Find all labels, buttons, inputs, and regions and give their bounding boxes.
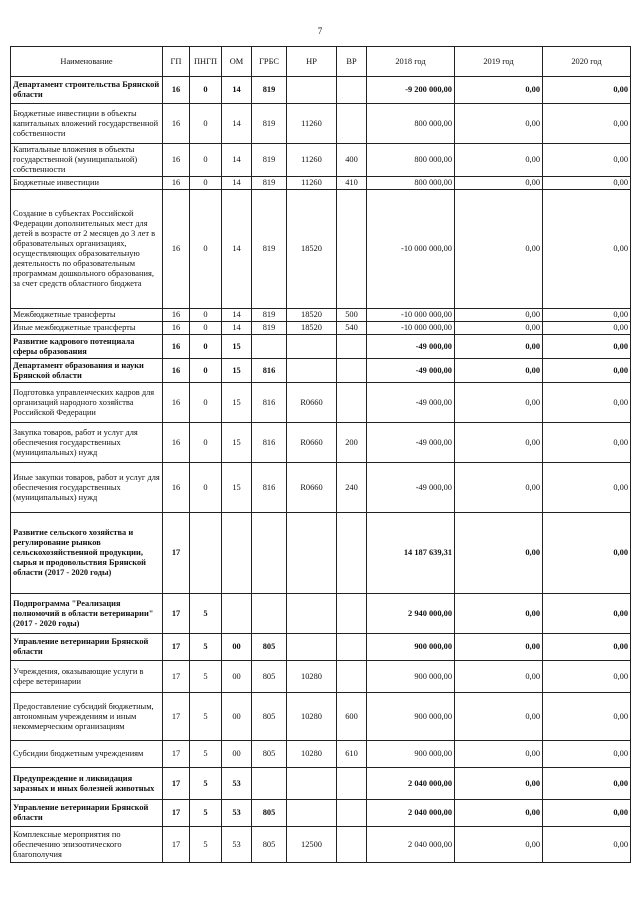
row-2019: 0,00 [455, 383, 543, 423]
row-name: Субсидии бюджетным учреждениям [11, 741, 163, 768]
row-gp: 16 [163, 77, 190, 104]
row-om: 00 [222, 693, 252, 741]
row-om [222, 594, 252, 634]
header-row [11, 47, 631, 77]
row-pngp: 0 [190, 309, 222, 322]
row-name: Предоставление субсидий бюджетным, автономным учреждениям и иным некоммерческим организациям [11, 693, 163, 741]
table-row [11, 190, 631, 309]
row-2019: 0,00 [455, 322, 543, 335]
row-2018: -49 000,00 [367, 463, 455, 513]
row-nr [287, 77, 337, 104]
row-2019: 0,00 [455, 768, 543, 800]
row-name: Управление ветеринарии Брянской области [11, 634, 163, 661]
row-pngp: 0 [190, 423, 222, 463]
header-nr: НР [287, 47, 337, 77]
row-pngp: 0 [190, 383, 222, 423]
header-gp: ГП [163, 47, 190, 77]
row-vr [337, 827, 367, 863]
row-gp: 16 [163, 359, 190, 383]
row-grbs: 819 [252, 309, 287, 322]
row-2020: 0,00 [543, 359, 631, 383]
row-om: 15 [222, 423, 252, 463]
row-om: 00 [222, 741, 252, 768]
row-gp: 17 [163, 661, 190, 693]
row-gp: 16 [163, 383, 190, 423]
row-gp: 16 [163, 309, 190, 322]
row-pngp: 5 [190, 594, 222, 634]
row-name: Учреждения, оказывающие услуги в сфере ветеринарии [11, 661, 163, 693]
table-row [11, 768, 631, 800]
row-pngp [190, 513, 222, 594]
row-vr: 600 [337, 693, 367, 741]
row-nr [287, 634, 337, 661]
row-2020: 0,00 [543, 190, 631, 309]
row-gp: 16 [163, 423, 190, 463]
row-2018: 900 000,00 [367, 741, 455, 768]
row-vr [337, 513, 367, 594]
row-om: 53 [222, 827, 252, 863]
row-nr [287, 513, 337, 594]
row-pngp: 0 [190, 77, 222, 104]
row-om: 14 [222, 322, 252, 335]
row-vr [337, 768, 367, 800]
row-2020: 0,00 [543, 77, 631, 104]
page-number: 7 [317, 26, 323, 36]
row-name: Департамент строительства Брянской области [11, 77, 163, 104]
header-om: ОМ [222, 47, 252, 77]
row-gp: 17 [163, 827, 190, 863]
table-row [11, 144, 631, 177]
row-2018: 2 040 000,00 [367, 768, 455, 800]
table-row [11, 827, 631, 863]
row-vr [337, 383, 367, 423]
row-2019: 0,00 [455, 335, 543, 359]
row-nr: R0660 [287, 463, 337, 513]
table-row [11, 423, 631, 463]
row-gp: 17 [163, 634, 190, 661]
row-2018: 800 000,00 [367, 144, 455, 177]
row-pngp: 0 [190, 144, 222, 177]
row-name: Управление ветеринарии Брянской области [11, 800, 163, 827]
row-gp: 17 [163, 594, 190, 634]
row-2018: 800 000,00 [367, 177, 455, 190]
row-2020: 0,00 [543, 335, 631, 359]
row-nr [287, 359, 337, 383]
row-om: 15 [222, 335, 252, 359]
row-gp: 17 [163, 741, 190, 768]
row-gp: 16 [163, 322, 190, 335]
table-row [11, 800, 631, 827]
row-pngp: 0 [190, 335, 222, 359]
row-gp: 16 [163, 335, 190, 359]
row-grbs: 816 [252, 423, 287, 463]
row-2020: 0,00 [543, 423, 631, 463]
table-row [11, 693, 631, 741]
row-vr: 610 [337, 741, 367, 768]
row-gp: 16 [163, 104, 190, 144]
row-pngp: 5 [190, 800, 222, 827]
row-grbs: 816 [252, 383, 287, 423]
row-om: 15 [222, 359, 252, 383]
row-pngp: 5 [190, 768, 222, 800]
row-pngp: 5 [190, 634, 222, 661]
row-name: Подпрограмма "Реализация полномочий в области ветеринарии" (2017 - 2020 годы) [11, 594, 163, 634]
row-grbs: 805 [252, 800, 287, 827]
row-2018: 2 940 000,00 [367, 594, 455, 634]
row-vr: 240 [337, 463, 367, 513]
row-name: Подготовка управленческих кадров для организаций народного хозяйства Российской Федерации [11, 383, 163, 423]
row-2020: 0,00 [543, 800, 631, 827]
row-2018: -49 000,00 [367, 359, 455, 383]
row-grbs: 805 [252, 634, 287, 661]
table-row [11, 594, 631, 634]
row-2019: 0,00 [455, 513, 543, 594]
row-2019: 0,00 [455, 594, 543, 634]
row-2018: 14 187 639,31 [367, 513, 455, 594]
row-2019: 0,00 [455, 741, 543, 768]
row-name: Межбюджетные трансферты [11, 309, 163, 322]
row-pngp: 0 [190, 177, 222, 190]
row-2018: 900 000,00 [367, 634, 455, 661]
row-grbs: 805 [252, 827, 287, 863]
row-2019: 0,00 [455, 800, 543, 827]
row-om [222, 513, 252, 594]
row-2020: 0,00 [543, 104, 631, 144]
row-pngp: 5 [190, 741, 222, 768]
row-grbs: 819 [252, 322, 287, 335]
row-2020: 0,00 [543, 634, 631, 661]
table-row [11, 741, 631, 768]
row-vr: 540 [337, 322, 367, 335]
table-row [11, 177, 631, 190]
header-2018: 2018 год [367, 47, 455, 77]
row-om: 00 [222, 661, 252, 693]
row-pngp: 5 [190, 661, 222, 693]
row-om: 14 [222, 104, 252, 144]
row-om: 15 [222, 463, 252, 513]
row-2018: 900 000,00 [367, 693, 455, 741]
row-om: 14 [222, 190, 252, 309]
row-vr [337, 104, 367, 144]
row-nr: 18520 [287, 309, 337, 322]
row-name: Закупка товаров, работ и услуг для обеспечения государственных (муниципальных) нужд [11, 423, 163, 463]
row-vr [337, 594, 367, 634]
row-2018: 800 000,00 [367, 104, 455, 144]
table-row [11, 77, 631, 104]
row-2018: -49 000,00 [367, 423, 455, 463]
row-2019: 0,00 [455, 634, 543, 661]
row-name: Развитие сельского хозяйства и регулирование рынков сельскохозяйственной продукции, сырья и продовольствия Брянской области (2017 - 2020 годы) [11, 513, 163, 594]
row-nr: R0660 [287, 383, 337, 423]
row-vr [337, 190, 367, 309]
row-2018: -9 200 000,00 [367, 77, 455, 104]
row-grbs: 819 [252, 190, 287, 309]
row-nr [287, 335, 337, 359]
row-pngp: 0 [190, 322, 222, 335]
row-grbs [252, 768, 287, 800]
row-om: 14 [222, 144, 252, 177]
row-2018: -10 000 000,00 [367, 190, 455, 309]
row-vr: 200 [337, 423, 367, 463]
row-grbs: 819 [252, 77, 287, 104]
row-grbs [252, 335, 287, 359]
row-nr: 18520 [287, 190, 337, 309]
row-vr [337, 359, 367, 383]
row-pngp: 5 [190, 827, 222, 863]
row-2019: 0,00 [455, 190, 543, 309]
row-nr: 10280 [287, 661, 337, 693]
row-2019: 0,00 [455, 144, 543, 177]
row-2019: 0,00 [455, 827, 543, 863]
row-2018: 900 000,00 [367, 661, 455, 693]
row-nr [287, 800, 337, 827]
row-om: 53 [222, 800, 252, 827]
row-name: Департамент образования и науки Брянской области [11, 359, 163, 383]
row-2018: -10 000 000,00 [367, 309, 455, 322]
row-2020: 0,00 [543, 463, 631, 513]
row-nr: 10280 [287, 741, 337, 768]
row-gp: 17 [163, 513, 190, 594]
row-2020: 0,00 [543, 741, 631, 768]
row-om: 15 [222, 383, 252, 423]
table-row [11, 383, 631, 423]
row-2018: 2 040 000,00 [367, 800, 455, 827]
row-grbs: 805 [252, 741, 287, 768]
row-pngp: 0 [190, 463, 222, 513]
row-nr [287, 594, 337, 634]
row-grbs: 819 [252, 144, 287, 177]
row-2020: 0,00 [543, 594, 631, 634]
table-row [11, 634, 631, 661]
row-name: Бюджетные инвестиции [11, 177, 163, 190]
row-name: Бюджетные инвестиции в объекты капитальных вложений государственной собственности [11, 104, 163, 144]
row-vr: 410 [337, 177, 367, 190]
row-pngp: 0 [190, 104, 222, 144]
row-grbs [252, 594, 287, 634]
table-row [11, 463, 631, 513]
table-row [11, 309, 631, 322]
row-grbs: 805 [252, 661, 287, 693]
row-2020: 0,00 [543, 322, 631, 335]
row-grbs: 816 [252, 463, 287, 513]
row-2019: 0,00 [455, 463, 543, 513]
row-nr: 10280 [287, 693, 337, 741]
row-grbs: 819 [252, 177, 287, 190]
row-2019: 0,00 [455, 104, 543, 144]
row-name: Иные закупки товаров, работ и услуг для обеспечения государственных (муниципальных) нужд [11, 463, 163, 513]
table-row [11, 335, 631, 359]
row-vr [337, 800, 367, 827]
row-2019: 0,00 [455, 661, 543, 693]
table-row [11, 104, 631, 144]
row-om: 14 [222, 77, 252, 104]
row-pngp: 0 [190, 190, 222, 309]
row-pngp: 5 [190, 693, 222, 741]
row-2020: 0,00 [543, 827, 631, 863]
row-vr [337, 77, 367, 104]
row-vr [337, 335, 367, 359]
row-vr [337, 661, 367, 693]
table-row [11, 322, 631, 335]
row-name: Комплексные мероприятия по обеспечению эпизоотического благополучия [11, 827, 163, 863]
row-om: 00 [222, 634, 252, 661]
header-grbs: ГРБС [252, 47, 287, 77]
row-nr: 11260 [287, 104, 337, 144]
row-2020: 0,00 [543, 177, 631, 190]
row-2018: 2 040 000,00 [367, 827, 455, 863]
row-om: 14 [222, 177, 252, 190]
row-gp: 16 [163, 463, 190, 513]
row-nr: 18520 [287, 322, 337, 335]
table-row [11, 513, 631, 594]
row-om: 14 [222, 309, 252, 322]
budget-table [10, 46, 631, 863]
row-2018: -10 000 000,00 [367, 322, 455, 335]
table-row [11, 661, 631, 693]
row-name: Капитальные вложения в объекты государственной (муниципальной) собственности [11, 144, 163, 177]
row-grbs [252, 513, 287, 594]
row-nr: 12500 [287, 827, 337, 863]
row-nr: 11260 [287, 177, 337, 190]
row-name: Развитие кадрового потенциала сферы образования [11, 335, 163, 359]
row-2018: -49 000,00 [367, 383, 455, 423]
row-vr: 500 [337, 309, 367, 322]
row-2019: 0,00 [455, 423, 543, 463]
row-pngp: 0 [190, 359, 222, 383]
table-row [11, 359, 631, 383]
row-2019: 0,00 [455, 309, 543, 322]
row-gp: 16 [163, 190, 190, 309]
row-name: Иные межбюджетные трансферты [11, 322, 163, 335]
row-grbs: 816 [252, 359, 287, 383]
row-2020: 0,00 [543, 693, 631, 741]
row-grbs: 819 [252, 104, 287, 144]
row-2020: 0,00 [543, 383, 631, 423]
header-vr: ВР [337, 47, 367, 77]
row-om: 53 [222, 768, 252, 800]
row-2019: 0,00 [455, 359, 543, 383]
row-gp: 16 [163, 144, 190, 177]
row-2020: 0,00 [543, 144, 631, 177]
header-2019: 2019 год [455, 47, 543, 77]
row-2019: 0,00 [455, 693, 543, 741]
row-2019: 0,00 [455, 77, 543, 104]
row-nr: R0660 [287, 423, 337, 463]
row-gp: 17 [163, 800, 190, 827]
header-name: Наименование [11, 47, 163, 77]
row-gp: 17 [163, 768, 190, 800]
row-nr: 11260 [287, 144, 337, 177]
row-name: Предупреждение и ликвидация заразных и иных болезней животных [11, 768, 163, 800]
row-2019: 0,00 [455, 177, 543, 190]
row-vr: 400 [337, 144, 367, 177]
row-2020: 0,00 [543, 661, 631, 693]
row-2020: 0,00 [543, 309, 631, 322]
row-vr [337, 634, 367, 661]
row-gp: 16 [163, 177, 190, 190]
header-pngp: ПНГП [190, 47, 222, 77]
row-gp: 17 [163, 693, 190, 741]
row-2020: 0,00 [543, 513, 631, 594]
row-name: Создание в субъектах Российской Федерации дополнительных мест для детей в возрасте от 2 месяцев до 3 лет в образовательных организациях, осуществляющих образовательную деятельность по образовательным программам дошкольного образования, за счет средств областного бюджета [11, 190, 163, 309]
row-nr [287, 768, 337, 800]
header-2020: 2020 год [543, 47, 631, 77]
row-2020: 0,00 [543, 768, 631, 800]
row-2018: -49 000,00 [367, 335, 455, 359]
row-grbs: 805 [252, 693, 287, 741]
